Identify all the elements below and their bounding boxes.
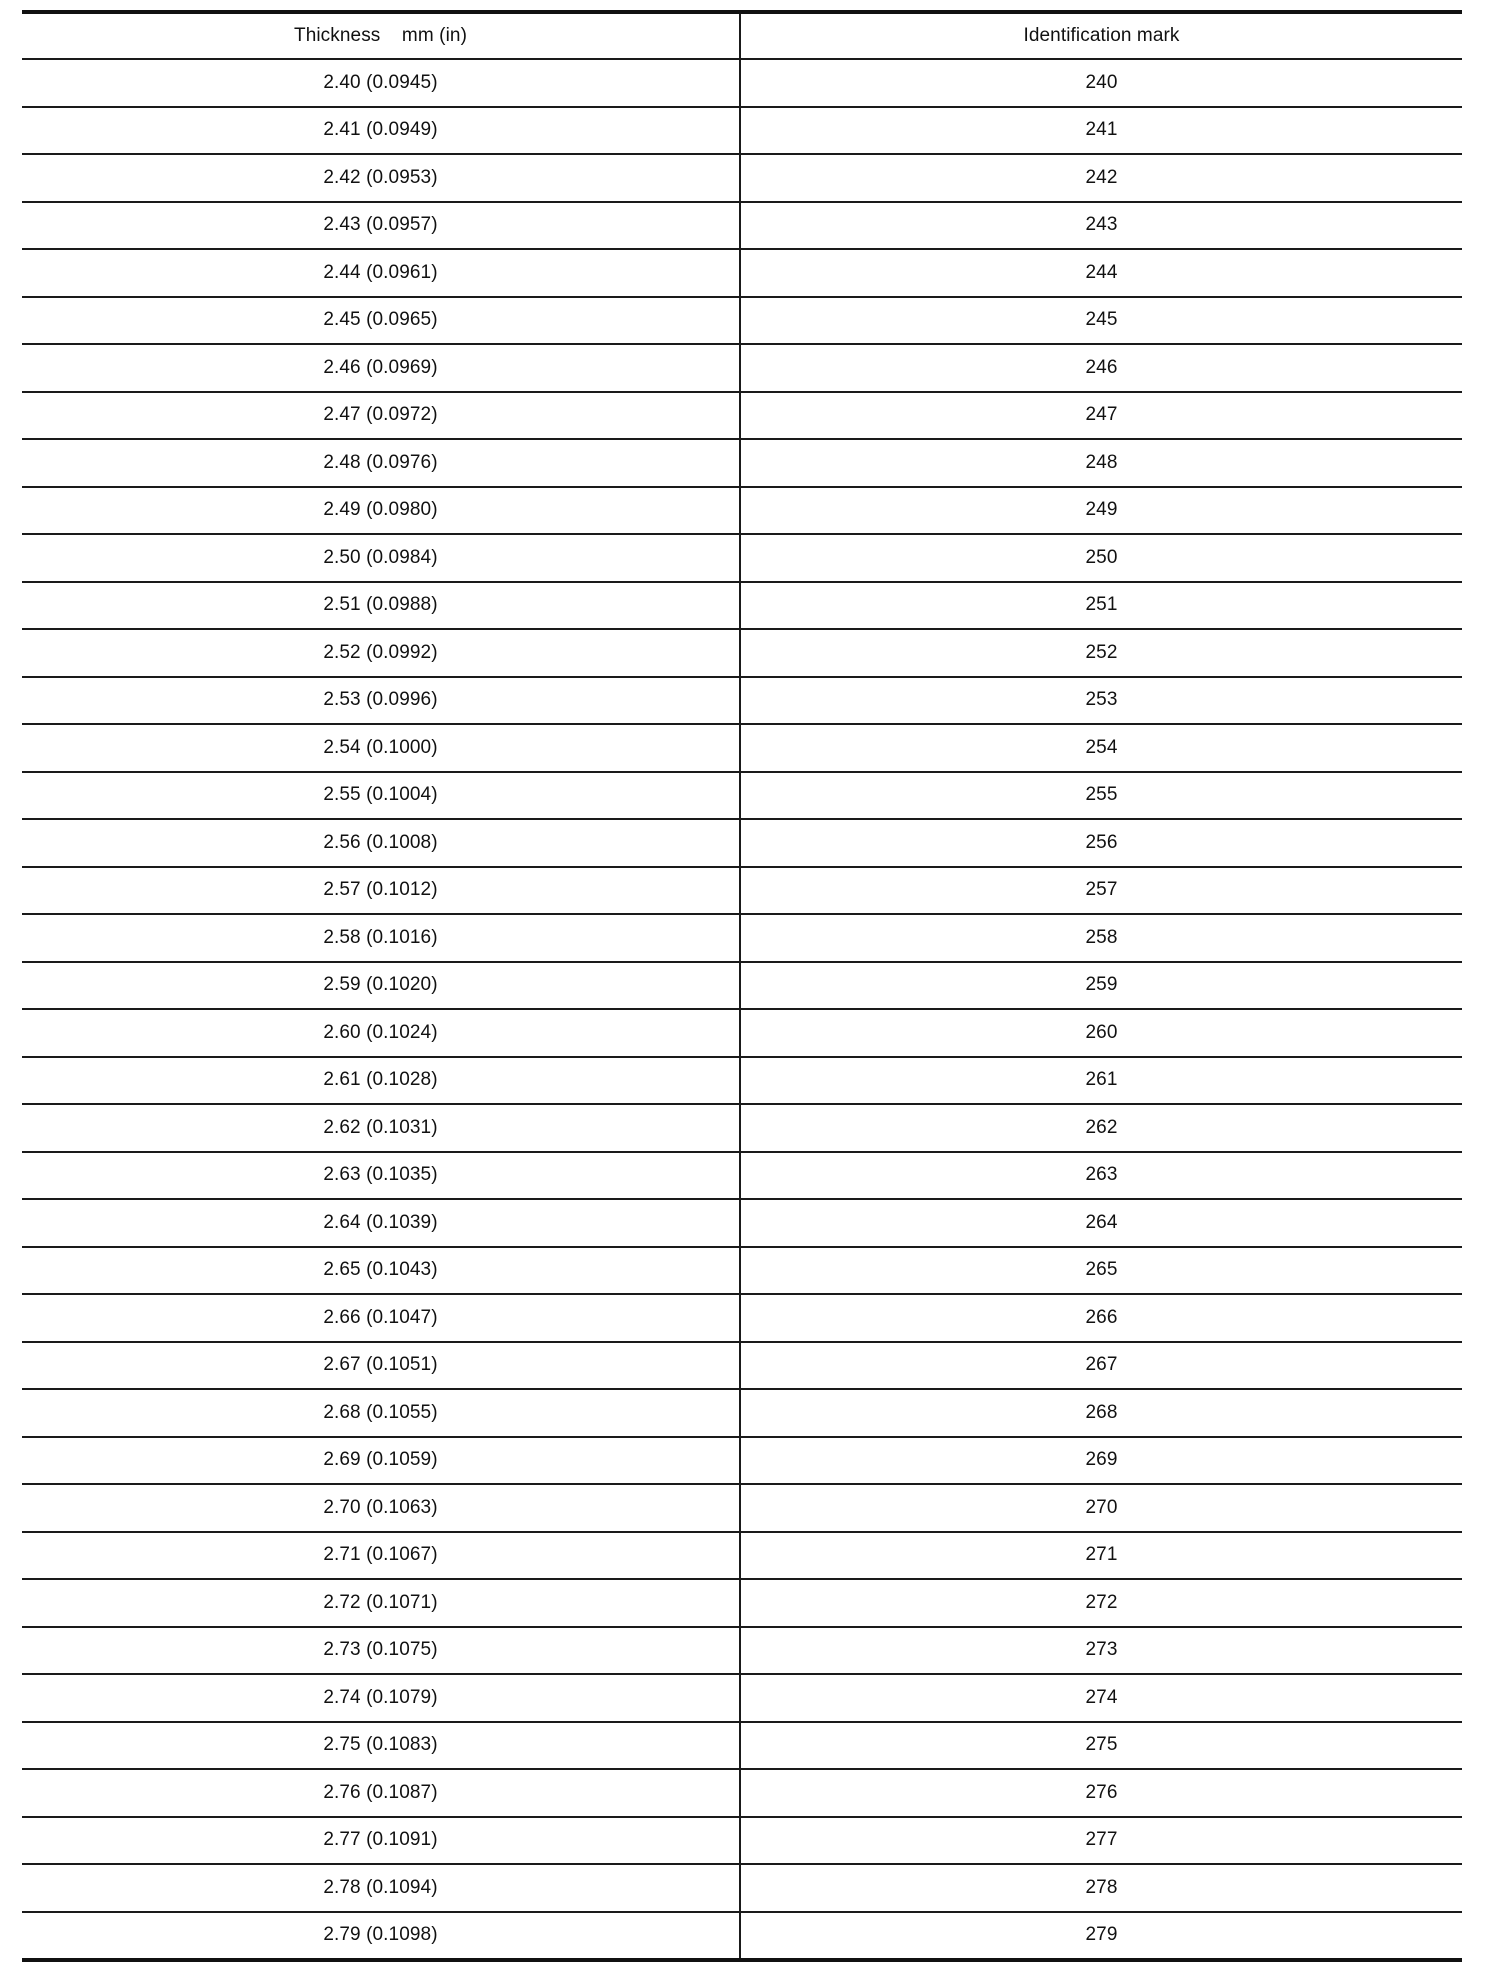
thickness-cell: 2.47 (0.0972)	[22, 392, 740, 440]
table-row	[22, 1722, 1462, 1770]
thickness-cell: 2.49 (0.0980)	[22, 487, 740, 535]
identification-mark-cell: 257	[740, 867, 1462, 915]
identification-mark-cell: 246	[740, 344, 1462, 392]
table-row	[22, 867, 1462, 915]
table-row	[22, 107, 1462, 155]
thickness-cell: 2.69 (0.1059)	[22, 1437, 740, 1485]
table-row	[22, 1199, 1462, 1247]
identification-mark-cell: 275	[740, 1722, 1462, 1770]
identification-mark-cell: 244	[740, 249, 1462, 297]
table-row	[22, 1769, 1462, 1817]
thickness-identification-table	[22, 10, 1462, 1962]
thickness-table-sheet	[22, 10, 1462, 1962]
identification-mark-cell: 264	[740, 1199, 1462, 1247]
thickness-cell: 2.63 (0.1035)	[22, 1152, 740, 1200]
table-row	[22, 1437, 1462, 1485]
table-row	[22, 1057, 1462, 1105]
identification-mark-cell: 249	[740, 487, 1462, 535]
table-row	[22, 1104, 1462, 1152]
table-header-row	[22, 12, 1462, 59]
thickness-cell: 2.59 (0.1020)	[22, 962, 740, 1010]
identification-mark-cell: 251	[740, 582, 1462, 630]
identification-mark-cell: 274	[740, 1674, 1462, 1722]
thickness-cell: 2.67 (0.1051)	[22, 1342, 740, 1390]
thickness-cell: 2.41 (0.0949)	[22, 107, 740, 155]
identification-mark-cell: 268	[740, 1389, 1462, 1437]
table-row	[22, 1579, 1462, 1627]
thickness-cell: 2.66 (0.1047)	[22, 1294, 740, 1342]
table-row	[22, 202, 1462, 250]
header-thickness: Thickness mm (in)	[22, 12, 740, 59]
identification-mark-cell: 267	[740, 1342, 1462, 1390]
table-row	[22, 59, 1462, 107]
identification-mark-cell: 261	[740, 1057, 1462, 1105]
table-row	[22, 154, 1462, 202]
table-row	[22, 297, 1462, 345]
identification-mark-cell: 242	[740, 154, 1462, 202]
table-row	[22, 819, 1462, 867]
thickness-cell: 2.64 (0.1039)	[22, 1199, 740, 1247]
table-row	[22, 1342, 1462, 1390]
thickness-cell: 2.48 (0.0976)	[22, 439, 740, 487]
identification-mark-cell: 263	[740, 1152, 1462, 1200]
identification-mark-cell: 277	[740, 1817, 1462, 1865]
thickness-cell: 2.68 (0.1055)	[22, 1389, 740, 1437]
identification-mark-cell: 240	[740, 59, 1462, 107]
thickness-cell: 2.78 (0.1094)	[22, 1864, 740, 1912]
identification-mark-cell: 254	[740, 724, 1462, 772]
identification-mark-cell: 258	[740, 914, 1462, 962]
thickness-cell: 2.53 (0.0996)	[22, 677, 740, 725]
table-body	[22, 59, 1462, 1960]
thickness-cell: 2.51 (0.0988)	[22, 582, 740, 630]
thickness-cell: 2.61 (0.1028)	[22, 1057, 740, 1105]
identification-mark-cell: 253	[740, 677, 1462, 725]
thickness-cell: 2.76 (0.1087)	[22, 1769, 740, 1817]
thickness-cell: 2.44 (0.0961)	[22, 249, 740, 297]
thickness-cell: 2.65 (0.1043)	[22, 1247, 740, 1295]
identification-mark-cell: 250	[740, 534, 1462, 582]
identification-mark-cell: 272	[740, 1579, 1462, 1627]
header-identification-mark: Identification mark	[740, 12, 1462, 59]
thickness-cell: 2.77 (0.1091)	[22, 1817, 740, 1865]
thickness-cell: 2.75 (0.1083)	[22, 1722, 740, 1770]
table-row	[22, 439, 1462, 487]
table-row	[22, 1389, 1462, 1437]
table-row	[22, 249, 1462, 297]
thickness-cell: 2.72 (0.1071)	[22, 1579, 740, 1627]
table-row	[22, 629, 1462, 677]
thickness-cell: 2.71 (0.1067)	[22, 1532, 740, 1580]
identification-mark-cell: 276	[740, 1769, 1462, 1817]
thickness-cell: 2.55 (0.1004)	[22, 772, 740, 820]
thickness-cell: 2.46 (0.0969)	[22, 344, 740, 392]
thickness-cell: 2.43 (0.0957)	[22, 202, 740, 250]
table-row	[22, 1817, 1462, 1865]
thickness-cell: 2.74 (0.1079)	[22, 1674, 740, 1722]
identification-mark-cell: 248	[740, 439, 1462, 487]
identification-mark-cell: 255	[740, 772, 1462, 820]
identification-mark-cell: 279	[740, 1912, 1462, 1961]
thickness-cell: 2.62 (0.1031)	[22, 1104, 740, 1152]
table-row	[22, 392, 1462, 440]
thickness-cell: 2.57 (0.1012)	[22, 867, 740, 915]
thickness-cell: 2.54 (0.1000)	[22, 724, 740, 772]
table-row	[22, 1152, 1462, 1200]
table-row	[22, 1247, 1462, 1295]
table-row	[22, 677, 1462, 725]
identification-mark-cell: 260	[740, 1009, 1462, 1057]
identification-mark-cell: 278	[740, 1864, 1462, 1912]
table-row	[22, 962, 1462, 1010]
identification-mark-cell: 256	[740, 819, 1462, 867]
table-row	[22, 1294, 1462, 1342]
thickness-cell: 2.45 (0.0965)	[22, 297, 740, 345]
identification-mark-cell: 269	[740, 1437, 1462, 1485]
table-row	[22, 1674, 1462, 1722]
table-row	[22, 1009, 1462, 1057]
thickness-cell: 2.42 (0.0953)	[22, 154, 740, 202]
identification-mark-cell: 252	[740, 629, 1462, 677]
thickness-cell: 2.73 (0.1075)	[22, 1627, 740, 1675]
table-row	[22, 534, 1462, 582]
thickness-cell: 2.52 (0.0992)	[22, 629, 740, 677]
table-row	[22, 1484, 1462, 1532]
identification-mark-cell: 241	[740, 107, 1462, 155]
identification-mark-cell: 270	[740, 1484, 1462, 1532]
thickness-cell: 2.56 (0.1008)	[22, 819, 740, 867]
table-row	[22, 582, 1462, 630]
table-row	[22, 487, 1462, 535]
thickness-cell: 2.58 (0.1016)	[22, 914, 740, 962]
table-row	[22, 1627, 1462, 1675]
table-row	[22, 344, 1462, 392]
thickness-cell: 2.60 (0.1024)	[22, 1009, 740, 1057]
identification-mark-cell: 245	[740, 297, 1462, 345]
table-row	[22, 1864, 1462, 1912]
table-row	[22, 772, 1462, 820]
identification-mark-cell: 273	[740, 1627, 1462, 1675]
table-row	[22, 724, 1462, 772]
identification-mark-cell: 265	[740, 1247, 1462, 1295]
identification-mark-cell: 266	[740, 1294, 1462, 1342]
table-row	[22, 1532, 1462, 1580]
identification-mark-cell: 271	[740, 1532, 1462, 1580]
identification-mark-cell: 243	[740, 202, 1462, 250]
table-row	[22, 1912, 1462, 1961]
table-row	[22, 914, 1462, 962]
thickness-cell: 2.70 (0.1063)	[22, 1484, 740, 1532]
identification-mark-cell: 259	[740, 962, 1462, 1010]
identification-mark-cell: 247	[740, 392, 1462, 440]
thickness-cell: 2.79 (0.1098)	[22, 1912, 740, 1961]
thickness-cell: 2.50 (0.0984)	[22, 534, 740, 582]
identification-mark-cell: 262	[740, 1104, 1462, 1152]
thickness-cell: 2.40 (0.0945)	[22, 59, 740, 107]
